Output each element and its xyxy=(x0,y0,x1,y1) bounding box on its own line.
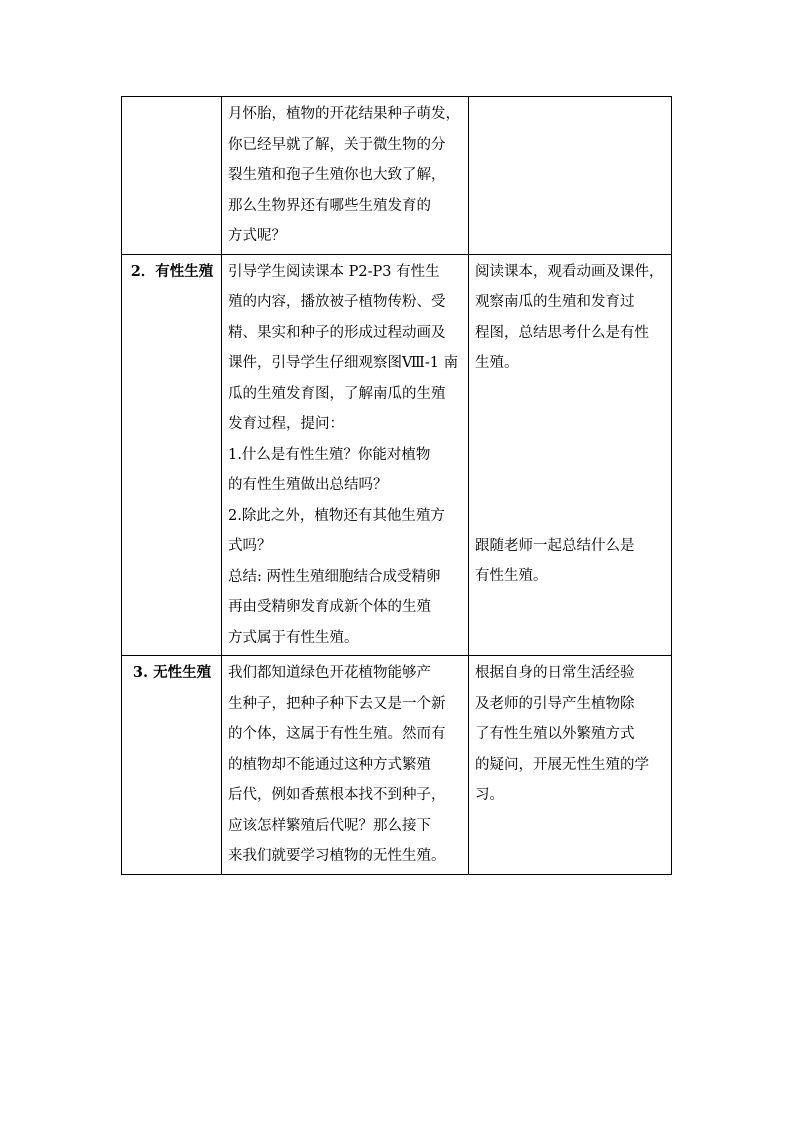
text-line: 后代，例如香蕉根本找不到种子， xyxy=(228,787,446,803)
text-line: 的植物却不能通过这种方式繁殖 xyxy=(228,756,431,773)
text-line: 习。 xyxy=(475,787,504,803)
table-row xyxy=(122,254,672,656)
text-line: 阅读课本，观看动画及课件， xyxy=(475,263,664,280)
lesson-plan-table xyxy=(121,96,672,875)
text-line: 来我们就要学习植物的无性生殖。 xyxy=(228,848,446,864)
text-line: 生殖。 xyxy=(475,355,519,371)
text-line: 总结: 两性生殖细胞结合成受精卵 xyxy=(228,568,441,585)
text-line: 观察南瓜的生殖和发育过 xyxy=(475,294,635,310)
text-line: 跟随老师一起总结什么是 xyxy=(475,537,635,554)
stage-cell xyxy=(122,656,222,875)
text-line: 殖的内容，播放被子植物传粉、受 xyxy=(228,294,446,310)
text-line: 瓜的生殖发育图，了解南瓜的生殖 xyxy=(228,385,446,402)
text-line: 的个体，这属于有性生殖。然而有 xyxy=(228,726,446,742)
text-line: 了有性生殖以外繁殖方式 xyxy=(475,726,635,742)
teacher-activity-cell xyxy=(222,97,469,255)
text-line: 发育过程，提问： xyxy=(228,416,344,432)
student-activity-cell xyxy=(469,656,672,875)
spacer xyxy=(475,379,666,531)
student-activity-cell xyxy=(469,97,672,255)
text-line: 及老师的引导产生植物除 xyxy=(475,695,635,712)
text-line: 裂生殖和孢子生殖你也大致了解， xyxy=(228,167,446,183)
text-line: 根据自身的日常生活经验 xyxy=(475,665,635,681)
stage-label: 3. 无性生殖 xyxy=(132,664,212,681)
text-line: 程图，总结思考什么是有性 xyxy=(475,324,649,341)
text-line: 引导学生阅读课本 P2-P3 有性生 xyxy=(228,263,440,280)
text-line: 式吗？ xyxy=(228,538,272,554)
table-row xyxy=(122,97,672,255)
text-line: 的有性生殖做出总结吗？ xyxy=(228,477,388,493)
text-line: 应该怎样繁殖后代呢？那么接下 xyxy=(228,817,431,834)
text-line: 再由受精卵发育成新个体的生殖 xyxy=(228,599,431,615)
text-line: 你已经早就了解，关于微生物的分 xyxy=(228,136,446,153)
text-line: 2.除此之外，植物还有其他生殖方 xyxy=(228,507,445,524)
text-line: 的疑问，开展无性生殖的学 xyxy=(475,756,649,773)
teacher-activity-cell xyxy=(222,254,469,656)
text-line: 方式属于有性生殖。 xyxy=(228,629,359,646)
stage-label: 2．有性生殖 xyxy=(130,262,214,280)
text-line: 有性生殖。 xyxy=(475,568,548,584)
text-line: 课件，引导学生仔细观察图Ⅷ-1 南 xyxy=(228,355,459,371)
text-line: 方式呢？ xyxy=(228,228,286,244)
text-line: 月怀胎，植物的开花结果种子萌发， xyxy=(228,106,460,122)
text-line: 1.什么是有性生殖？你能对植物 xyxy=(228,446,431,463)
text-line: 那么生物界还有哪些生殖发育的 xyxy=(228,197,431,214)
stage-cell xyxy=(122,254,222,656)
stage-cell xyxy=(122,97,222,255)
text-line: 我们都知道绿色开花植物能够产 xyxy=(228,665,431,681)
teacher-activity-cell xyxy=(222,656,469,875)
student-activity-cell xyxy=(469,254,672,656)
text-line: 精、果实和种子的形成过程动画及 xyxy=(228,324,446,341)
table-row xyxy=(122,656,672,875)
text-line: 生种子，把种子种下去又是一个新 xyxy=(228,695,446,712)
